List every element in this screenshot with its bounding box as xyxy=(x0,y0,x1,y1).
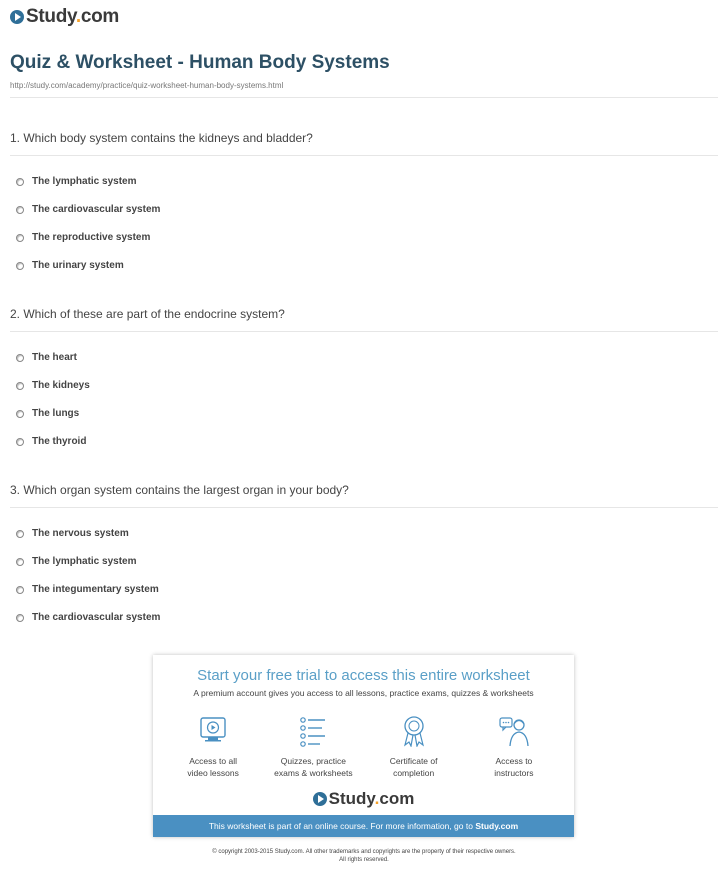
question-3 xyxy=(10,483,718,623)
divider xyxy=(10,155,718,156)
answer-option[interactable]: The heart xyxy=(16,352,77,363)
question-1 xyxy=(10,131,718,271)
logo-text: Study.com xyxy=(328,789,415,808)
feature-label: Access to all video lessons xyxy=(187,756,239,778)
answer-option[interactable]: The cardiovascular system xyxy=(16,612,160,623)
feature-label: Quizzes, practice exams & worksheets xyxy=(274,756,353,778)
feature-video-lessons xyxy=(166,715,261,779)
divider xyxy=(10,97,718,98)
answer-option[interactable]: The integumentary system xyxy=(16,584,159,595)
radio-icon[interactable] xyxy=(16,614,24,622)
feature-quizzes xyxy=(266,715,361,779)
copyright-notice xyxy=(0,848,728,864)
question-text: 3. Which organ system contains the largest organ in your body? xyxy=(10,483,349,497)
question-text: 1. Which body system contains the kidneys and bladder? xyxy=(10,131,313,145)
study-logo[interactable] xyxy=(10,6,119,28)
page-title: Quiz & Worksheet - Human Body Systems xyxy=(10,52,390,73)
certificate-icon xyxy=(399,715,429,747)
answer-option[interactable]: The urinary system xyxy=(16,260,124,271)
video-icon xyxy=(198,715,228,747)
answer-option[interactable]: The thyroid xyxy=(16,436,86,447)
radio-icon[interactable] xyxy=(16,354,24,362)
free-trial-promo xyxy=(153,655,574,837)
answer-option[interactable]: The lymphatic system xyxy=(16,176,136,187)
logo-text: Study.com xyxy=(26,6,120,27)
radio-icon[interactable] xyxy=(16,382,24,390)
promo-heading[interactable]: Start your free trial to access this entire worksheet xyxy=(197,667,530,684)
instructor-icon xyxy=(499,715,529,747)
feature-list xyxy=(153,715,574,779)
promo-subheading: A premium account gives you access to all lessons, practice exams, quizzes & worksheets xyxy=(193,688,534,698)
radio-icon[interactable] xyxy=(16,586,24,594)
radio-icon[interactable] xyxy=(16,530,24,538)
divider xyxy=(10,331,718,332)
study-logo-bottom[interactable] xyxy=(153,789,574,809)
question-2 xyxy=(10,307,718,447)
copyright-text: © copyright 2003-2015 Study.com. All other trademarks and copyrights are the property of their respective owners. xyxy=(212,849,516,855)
answer-option[interactable]: The lymphatic system xyxy=(16,556,136,567)
answer-option[interactable]: The nervous system xyxy=(16,528,129,539)
answer-option[interactable]: The cardiovascular system xyxy=(16,204,160,215)
list-icon xyxy=(298,715,328,747)
radio-icon[interactable] xyxy=(16,262,24,270)
radio-icon[interactable] xyxy=(16,438,24,446)
answer-option[interactable]: The reproductive system xyxy=(16,232,150,243)
radio-icon[interactable] xyxy=(16,206,24,214)
question-text: 2. Which of these are part of the endocrine system? xyxy=(10,307,285,321)
divider xyxy=(10,507,718,508)
play-logo-icon xyxy=(10,10,24,24)
feature-label: Access to instructors xyxy=(494,756,534,778)
answer-option[interactable]: The kidneys xyxy=(16,380,90,391)
study-link[interactable]: Study.com xyxy=(475,821,519,831)
radio-icon[interactable] xyxy=(16,558,24,566)
radio-icon[interactable] xyxy=(16,178,24,186)
rights-text: All rights reserved. xyxy=(339,857,389,863)
answer-option[interactable]: The lungs xyxy=(16,408,79,419)
feature-certificate xyxy=(366,715,461,779)
page-url: http://study.com/academy/practice/quiz-worksheet-human-body-systems.html xyxy=(10,81,284,90)
radio-icon[interactable] xyxy=(16,410,24,418)
course-info-bar xyxy=(153,815,574,837)
play-logo-icon xyxy=(313,792,327,806)
radio-icon[interactable] xyxy=(16,234,24,242)
feature-label: Certificate of completion xyxy=(389,756,438,778)
feature-instructors xyxy=(466,715,561,779)
course-info-text: This worksheet is part of an online course. For more information, go to xyxy=(208,821,476,831)
